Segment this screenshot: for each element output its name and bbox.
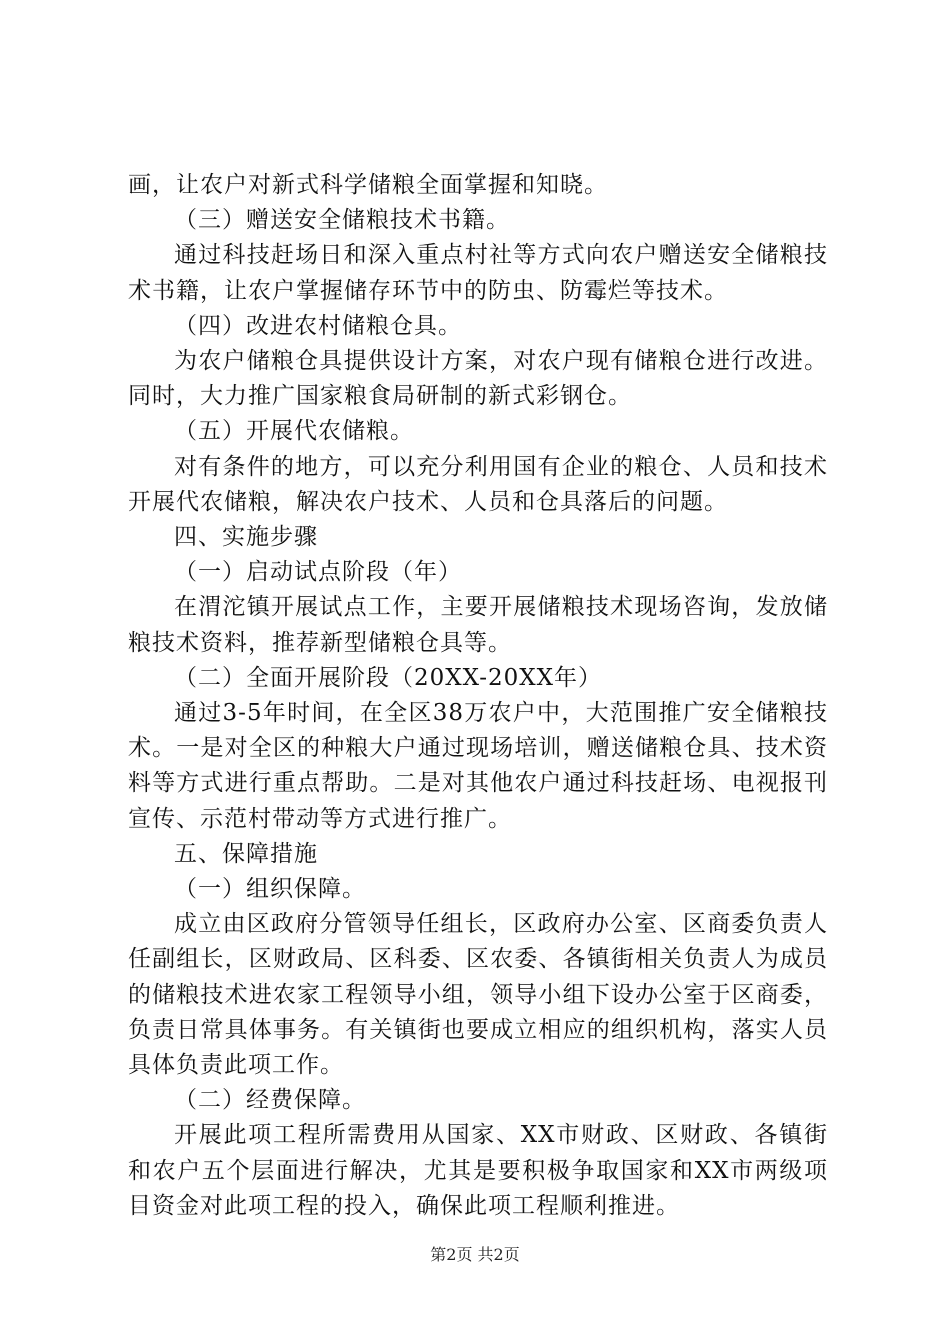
section-heading: （三）赠送安全储粮技术书籍。 — [174, 207, 510, 234]
paragraph: 画，让农户对新式科学储粮全面掌握和知晓。 — [128, 172, 608, 198]
paragraph: 通过科技赶场日和深入重点村社等方式向农户赠送安全储粮技术书籍，让农户掌握储存环节中的防虫、防霉烂等技术。 — [128, 242, 828, 304]
section-heading: （一）启动试点阶段（年） — [174, 559, 462, 586]
paragraph: 为农户储粮仓具提供设计方案，对农户现有储粮仓进行改进。同时，大力推广国家粮食局研制的新式彩钢仓。 — [128, 348, 828, 410]
section-heading: （四）改进农村储粮仓具。 — [174, 312, 462, 339]
chapter-heading: 五、保障措施 — [174, 840, 318, 867]
section-heading: （五）开展代农储粮。 — [174, 418, 414, 445]
paragraph: 成立由区政府分管领导任组长，区政府办公室、区商委负责人任副组长，区财政局、区科委、区农委、各镇街相关负责人为成员的储粮技术进农家工程领导小组，领导小组下设办公室于区商委，负责日常具体事务。有关镇街也要成立相应的组织机构，落实人员具体负责此项工作。 — [128, 911, 828, 1079]
paragraph: 开展此项工程所需费用从国家、XX市财政、区财政、各镇街和农户五个层面进行解决，尤其是要积极争取国家和XX市两级项目资金对此项工程的投入，确保此项工程顺利推进。 — [128, 1122, 828, 1219]
page-number-footer: 第2页 共2页 — [430, 1245, 520, 1264]
paragraph: 通过3-5年时间，在全区38万农户中，大范围推广安全储粮技术。一是对全区的种粮大户通过现场培训，赠送储粮仓具、技术资料等方式进行重点帮助。二是对其他农户通过科技赶场、电视报刊宣传、示范村带动等方式进行推广。 — [128, 700, 828, 832]
paragraph: 在渭沱镇开展试点工作，主要开展储粮技术现场咨询，发放储粮技术资料，推荐新型储粮仓具等。 — [128, 594, 828, 656]
section-heading: （二）全面开展阶段（20XX-20XX年） — [174, 664, 602, 691]
section-heading: （二）经费保障。 — [174, 1087, 366, 1114]
chapter-heading: 四、实施步骤 — [174, 524, 318, 551]
paragraph: 对有条件的地方，可以充分利用国有企业的粮仓、人员和技术开展代农储粮，解决农户技术、人员和仓具落后的问题。 — [128, 453, 828, 515]
document-body — [128, 168, 828, 1224]
section-heading: （一）组织保障。 — [174, 876, 366, 903]
